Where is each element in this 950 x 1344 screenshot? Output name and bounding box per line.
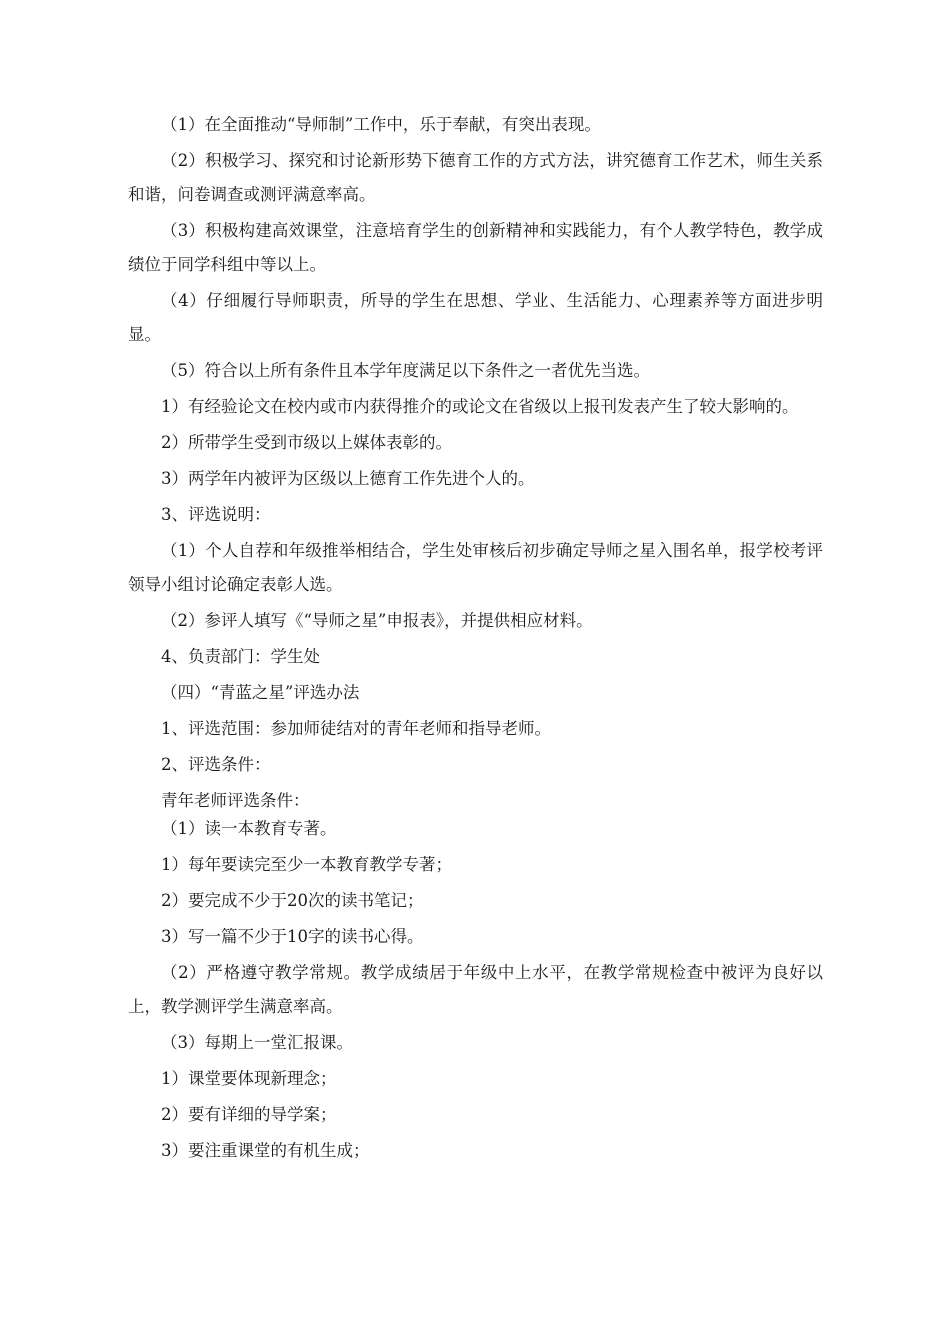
paragraph: （5）符合以上所有条件且本学年度满足以下条件之一者优先当选。 [161,361,650,380]
paragraph: （2）积极学习、探究和讨论新形势下德育工作的方式方法，讲究德育工作艺术，师生关系和谐，问卷调查或测评满意率高。 [128,151,823,204]
section-heading: 4、负责部门：学生处 [161,647,320,666]
section-heading: （四）“青蓝之星”评选办法 [161,683,360,702]
section-heading: 2、评选条件： [161,755,271,774]
paragraph: 1）有经验论文在校内或市内获得推介的或论文在省级以上报刊发表产生了较大影响的。 [161,397,799,416]
paragraph: 2）所带学生受到市级以上媒体表彰的。 [161,433,452,452]
paragraph: （1）读一本教育专著。 [161,819,337,838]
paragraph: 1）每年要读完至少一本教育教学专著； [161,855,452,874]
paragraph: 3）写一篇不少于10字的读书心得。 [161,927,424,946]
paragraph: （4）仔细履行导师职责，所导的学生在思想、学业、生活能力、心理素养等方面进步明显。 [128,291,823,344]
paragraph: （1）在全面推动“导师制”工作中，乐于奉献，有突出表现。 [161,115,601,134]
section-heading: 3、评选说明： [161,505,271,524]
paragraph: 2）要有详细的导学案； [161,1105,337,1124]
paragraph: （2）严格遵守教学常规。教学成绩居于年级中上水平，在教学常规检查中被评为良好以上，教学测评学生满意率高。 [128,963,823,1016]
paragraph: （3）每期上一堂汇报课。 [161,1033,353,1052]
subsection-heading: 青年老师评选条件： [161,791,310,810]
paragraph: （3）积极构建高效课堂，注意培育学生的创新精神和实践能力，有个人教学特色，教学成绩位于同学科组中等以上。 [128,221,823,274]
paragraph: 1）课堂要体现新理念； [161,1069,337,1088]
paragraph: 3）两学年内被评为区级以上德育工作先进个人的。 [161,469,535,488]
document-body [128,108,823,1170]
section-heading: 1、评选范围：参加师徒结对的青年老师和指导老师。 [161,719,551,738]
paragraph: （2）参评人填写《“导师之星”申报表》，并提供相应材料。 [161,611,593,630]
paragraph: 2）要完成不少于20次的读书笔记； [161,891,424,910]
paragraph: 3）要注重课堂的有机生成； [161,1141,370,1160]
paragraph: （1）个人自荐和年级推举相结合，学生处审核后初步确定导师之星入围名单，报学校考评领导小组讨论确定表彰人选。 [128,541,823,594]
